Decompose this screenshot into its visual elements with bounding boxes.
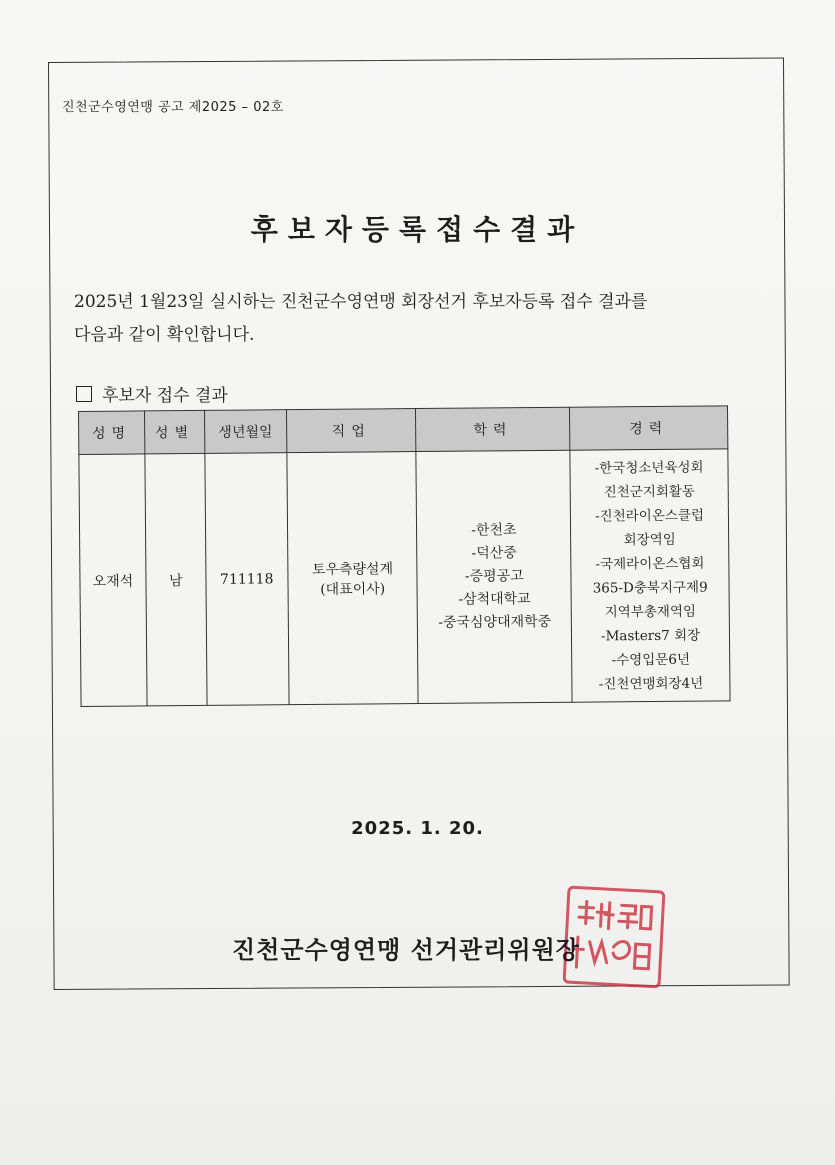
intro-line-2: 다음과 같이 확인합니다.	[74, 325, 255, 345]
document-title: 후보자등록접수결과	[250, 213, 585, 246]
cell-job	[287, 452, 419, 705]
cell-gender: 남	[145, 453, 207, 706]
signer-name: 진천군수영연맹 선거관리위원장	[232, 936, 580, 964]
list-item: 365-D충북지구제9	[592, 579, 708, 597]
job-line-1: 토우측량설계	[311, 560, 394, 578]
cell-birth: 711118	[205, 453, 289, 706]
list-item: 진천군지회활동	[603, 483, 696, 500]
job-line-2: (대표이사)	[320, 580, 386, 598]
notice-number: 진천군수영연맹 공고 제2025 – 02호	[62, 100, 284, 115]
seal-icon	[566, 889, 663, 986]
header-education: 학력	[416, 407, 570, 451]
table-row	[79, 449, 730, 707]
list-item: -국제라이온스협회	[595, 555, 705, 572]
cell-name: 오재석	[79, 454, 147, 707]
section-heading-label: 후보자 접수 결과	[102, 386, 228, 406]
list-item: -중국심양대재학중	[438, 613, 552, 631]
education-list	[418, 519, 570, 635]
header-birth: 생년월일	[204, 410, 286, 454]
header-name: 성명	[79, 411, 145, 455]
header-job: 직업	[286, 409, 416, 453]
list-item: 지역부총재역임	[604, 603, 697, 620]
document-date: 2025. 1. 20.	[351, 818, 484, 839]
section-heading	[76, 381, 228, 406]
list-item: 회장역임	[623, 531, 676, 548]
header-career: 경력	[570, 406, 728, 450]
list-item: -진천연맹회장4년	[598, 675, 704, 692]
cell-education	[416, 450, 572, 703]
list-item: -Masters7 회장	[600, 627, 701, 644]
list-item: -한국청소년육성회	[594, 459, 704, 476]
candidate-table	[78, 405, 731, 707]
list-item: -증평공고	[464, 568, 524, 585]
career-list	[572, 455, 729, 696]
intro-line-1: 2025년 1월23일 실시하는 진천군수영연맹 회장선거 후보자등록 접수 결과를	[74, 292, 648, 312]
list-item: -덕산중	[471, 545, 517, 562]
list-item: -수영입문6년	[611, 651, 691, 668]
list-item: -진천라이온스클럽	[595, 507, 705, 524]
table-header-row	[79, 406, 728, 455]
header-gender: 성별	[144, 410, 204, 454]
intro-paragraph	[74, 286, 734, 352]
cell-career	[570, 449, 730, 702]
list-item: -한천초	[471, 522, 517, 539]
checkbox-icon	[76, 386, 92, 402]
list-item: -삼척대학교	[458, 591, 531, 608]
